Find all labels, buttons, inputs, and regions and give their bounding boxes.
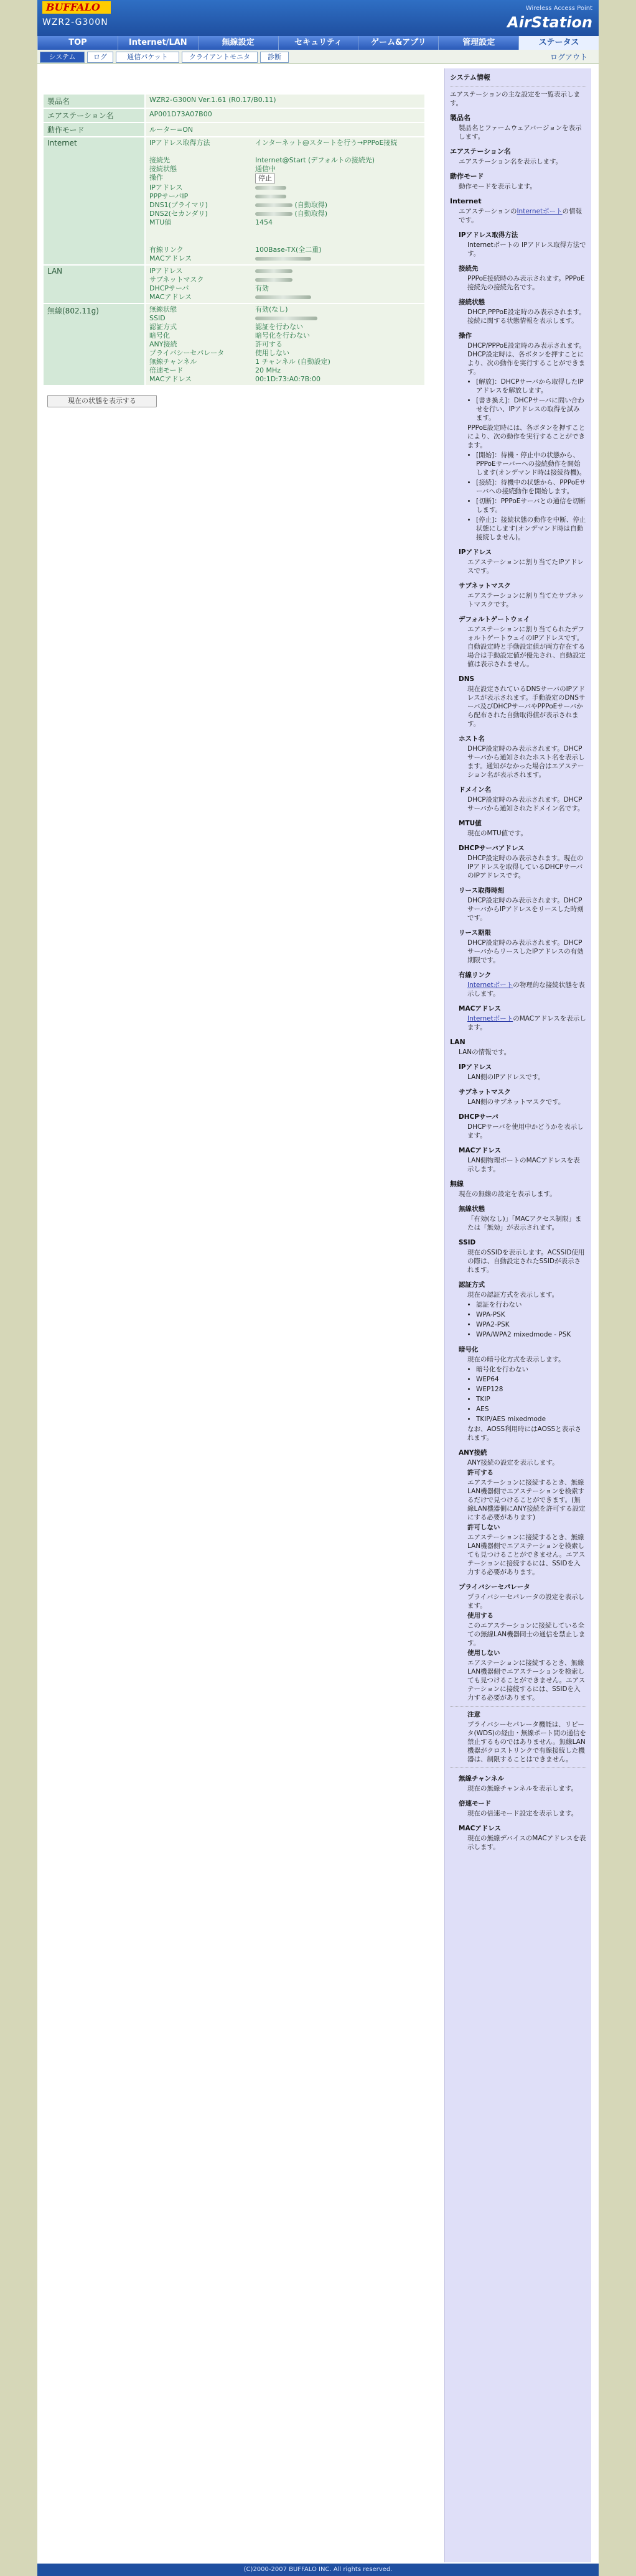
internet-value xyxy=(255,183,286,192)
wireless-value: 有効(なし) xyxy=(255,305,288,313)
lan-value xyxy=(255,267,292,276)
wireless-value: 暗号化を行わない xyxy=(255,331,310,340)
help-text: Internetポートの物理的な接続状態を表示します。 xyxy=(467,981,585,998)
help-subheading: MACアドレス xyxy=(459,1825,501,1832)
internet-value: Internet@Start (デフォルトの接続先) xyxy=(255,156,375,164)
wireless-key: MACアドレス xyxy=(149,375,192,383)
row-mode xyxy=(43,123,425,137)
list-item: • [接続]：待機中の状態から、PPPoEサーバへの接続動作を開始します。 xyxy=(476,478,586,496)
help-text: DHCP設定時のみ表示されます。DHCPサーバから通知されたドメイン名です。 xyxy=(467,796,584,812)
list-item: • TKIP xyxy=(476,1395,586,1404)
wireless-key: 無線状態 xyxy=(149,305,177,313)
list-item: • 認証を行わない xyxy=(476,1300,586,1309)
help-text: DHCP/PPPoE設定時のみ表示されます。DHCP設定時は、各ボタンを押すことにより、次の動作を実行することができます。 xyxy=(467,342,586,376)
list-item: • WPA-PSK xyxy=(476,1310,586,1319)
help-text: InternetポートのMACアドレスを表示します。 xyxy=(467,1015,586,1031)
internet-value: インターネット@スタートを行う→PPPoE接続 xyxy=(255,139,398,147)
list-item: • TKIP/AES mixedmode xyxy=(476,1415,586,1424)
help-heading: 無線 xyxy=(450,1180,464,1188)
help-title: システム情報 xyxy=(450,73,490,81)
help-subheading: 使用する xyxy=(467,1612,493,1619)
wireless-value: 00:1D:73:A0:7B:00 xyxy=(255,375,321,383)
list-item: • [書き換え]：DHCPサーバに問い合わせを行い、IPアドレスの取得を試みます。 xyxy=(476,396,586,422)
sub-tabs xyxy=(37,50,599,64)
help-heading: LAN xyxy=(450,1038,465,1046)
internet-key xyxy=(149,147,255,156)
internet-details xyxy=(145,137,425,265)
lan-key: サブネットマスク xyxy=(149,276,204,284)
help-text: Internetポートの IPアドレス取得方法です。 xyxy=(467,241,586,257)
value-mode: ルーター=ON xyxy=(145,123,425,137)
help-heading: 動作モード xyxy=(450,172,484,180)
help-text: LAN側のサブネットマスクです。 xyxy=(467,1098,565,1106)
help-text: 現在の認証方式を表示します。 xyxy=(467,1291,559,1299)
lan-value xyxy=(255,293,311,302)
internet-value: 通信中 xyxy=(255,165,276,173)
row-wireless xyxy=(43,303,425,386)
internet-key: PPPサーバIP xyxy=(149,192,189,200)
help-subheading: プライバシーセパレータ xyxy=(459,1583,530,1591)
help-text: ANY接続の設定を表示します。 xyxy=(467,1459,559,1466)
tab-admin[interactable]: 管理設定 xyxy=(438,36,518,50)
help-subheading: IPアドレス取得方法 xyxy=(459,231,518,239)
internet-key: 操作 xyxy=(149,174,163,182)
internet-key: 接続先 xyxy=(149,156,170,164)
help-text: 「有効(なし)」「MACアクセス制限」または「無効」が表示されます。 xyxy=(467,1215,582,1231)
help-text: LANの情報です。 xyxy=(459,1049,511,1056)
dhcp-ops-list xyxy=(450,378,586,422)
lan-key: DHCPサーバ xyxy=(149,284,189,292)
lan-value: 有効 xyxy=(255,284,269,292)
help-subheading: DHCPサーバアドレス xyxy=(459,845,525,852)
help-text: DHCPサーバを使用中かどうかを表示します。 xyxy=(467,1123,584,1139)
help-subheading: MACアドレス xyxy=(459,1147,501,1154)
help-subheading: MTU値 xyxy=(459,820,482,827)
help-subheading: 無線チャンネル xyxy=(459,1775,504,1782)
subtab-log[interactable]: ログ xyxy=(87,52,113,63)
help-subheading: 暗号化 xyxy=(459,1346,479,1353)
help-subheading: 許可する xyxy=(467,1469,493,1476)
main-tabs xyxy=(37,36,599,50)
help-heading: Internet xyxy=(450,197,482,205)
help-text: エアステーションのInternetポートの情報です。 xyxy=(459,208,582,224)
internet-value xyxy=(255,192,286,201)
tab-status[interactable]: ステータス xyxy=(518,36,599,50)
tab-game-apps[interactable]: ゲーム&アプリ xyxy=(358,36,438,50)
subtab-client-monitor[interactable]: クライアントモニタ xyxy=(182,52,258,63)
lan-details xyxy=(145,265,425,303)
internet-key: DNS2(セカンダリ) xyxy=(149,210,208,218)
lan-key: IPアドレス xyxy=(149,267,183,275)
product-line: Wireless Access Point xyxy=(525,5,592,12)
product-name: AirStation xyxy=(507,14,592,31)
help-subheading: 接続状態 xyxy=(459,299,485,306)
internet-key: DNS1(プライマリ) xyxy=(149,201,208,209)
model-name: WZR2-G300N xyxy=(42,17,108,27)
help-text: 現在の無線チャンネルを表示します。 xyxy=(467,1785,578,1792)
help-subheading: 認証方式 xyxy=(459,1281,485,1289)
help-subheading: DHCPサーバ xyxy=(459,1113,498,1121)
copyright-footer: (C)2000-2007 BUFFALO INC. All rights reserved. xyxy=(37,2564,599,2576)
help-subheading: 操作 xyxy=(459,332,472,340)
help-text: エアステーションに接続するとき、無線LAN機器側でエアステーションを検索するだけで見つけることができます。(無線LAN機器側にANY接続を許可する設定にする必要があります) xyxy=(467,1479,586,1521)
help-text: 製品名とファームウェアバージョンを表示します。 xyxy=(459,124,582,141)
help-subheading: 倍速モード xyxy=(459,1800,492,1807)
internet-port-link[interactable]: Internetポート xyxy=(467,1015,513,1022)
help-subheading: IPアドレス xyxy=(459,549,492,556)
internet-key: 接続状態 xyxy=(149,165,177,173)
internet-key: MACアドレス xyxy=(149,254,192,262)
row-internet xyxy=(43,137,425,265)
wireless-value xyxy=(255,314,317,323)
label-internet: Internet xyxy=(43,137,145,265)
help-text: 現在のMTU値です。 xyxy=(467,830,527,837)
internet-key: IPアドレス取得方法 xyxy=(149,139,210,147)
lan-key: MACアドレス xyxy=(149,293,192,301)
help-note-text: プライバシーセパレータ機能は、リピータ(WDS)の経由・無線ポート間の通信を禁止するものではありません。無線LAN機器がクロストリンクで有線接続した機器は、制限することはできません。 xyxy=(467,1721,586,1763)
help-text: DHCP設定時のみ表示されます。DHCPサーバから通知されたホスト名を表示します。通知がなかった場合はエアステーション名が表示されます。 xyxy=(467,745,585,779)
help-subheading: デフォルトゲートウェイ xyxy=(459,616,530,623)
list-item: • [解放]：DHCPサーバから取得したIPアドレスを解放します。 xyxy=(476,378,586,395)
help-text: DHCP設定時のみ表示されます。DHCPサーバからリースしたIPアドレスの有効期限です。 xyxy=(467,939,584,964)
help-subheading: リース期限 xyxy=(459,929,491,937)
enc-list xyxy=(450,1365,586,1424)
internet-key: IPアドレス xyxy=(149,183,183,192)
stop-button[interactable]: 停止 xyxy=(255,174,275,183)
help-subheading: サブネットマスク xyxy=(459,582,511,590)
help-subheading: ホスト名 xyxy=(459,735,485,743)
list-item: • WPA2-PSK xyxy=(476,1320,586,1329)
help-text: なお、AOSS利用時にはAOSSと表示されます。 xyxy=(467,1425,582,1442)
list-item: • [停止]：接続状態の動作を中断、停止状態にします(オンデマンド時は自動接続しません)。 xyxy=(476,516,586,542)
wireless-value: 20 MHz xyxy=(255,366,281,374)
internet-port-link[interactable]: Internetポート xyxy=(517,208,563,215)
help-text: エアステーション名を表示します。 xyxy=(459,158,563,165)
help-heading: エアステーション名 xyxy=(450,147,511,155)
help-subheading: サブネットマスク xyxy=(459,1088,511,1096)
label-mode: 動作モード xyxy=(43,123,145,137)
subtab-packets[interactable]: 通信パケット xyxy=(116,52,179,63)
help-text: 現在の倍速モード設定を表示します。 xyxy=(467,1810,578,1817)
internet-value: (自動取得) xyxy=(255,201,327,210)
wireless-details xyxy=(145,303,425,386)
help-panel xyxy=(444,68,591,2562)
header xyxy=(37,0,599,36)
help-text: エアステーションに接続するとき、無線LAN機器側でエアステーションを検索しても見つけることができません。エアステーションに接続するには、SSIDを入力する必要があります。 xyxy=(467,1534,586,1576)
internet-port-link[interactable]: Internetポート xyxy=(467,981,513,989)
row-product xyxy=(43,94,425,108)
help-heading: 製品名 xyxy=(450,114,470,122)
tab-security[interactable]: セキュリティ xyxy=(278,36,358,50)
row-lan xyxy=(43,265,425,303)
help-text: エアステーションに割り当てたIPアドレスです。 xyxy=(467,558,584,575)
auth-list xyxy=(450,1300,586,1339)
help-subheading: リース取得時刻 xyxy=(459,887,504,894)
wireless-key: 倍速モード xyxy=(149,366,184,374)
help-text: PPPoE接続時のみ表示されます。PPPoE接続先の接続先名です。 xyxy=(467,275,585,291)
help-subheading: MACアドレス xyxy=(459,1005,501,1012)
wireless-value: 認証を行わない xyxy=(255,323,303,331)
wireless-key: プライバシーセパレータ xyxy=(149,349,225,357)
help-text: 現在の暗号化方式を表示します。 xyxy=(467,1356,565,1363)
internet-key: 有線リンク xyxy=(149,246,184,254)
help-text: 動作モードを表示します。 xyxy=(459,183,536,190)
internet-value: 1454 xyxy=(255,218,273,226)
label-airstation: エアステーション名 xyxy=(43,108,145,123)
wireless-key: 無線チャンネル xyxy=(149,358,197,366)
help-text: 現在設定されているDNSサーバのIPアドレスが表示されます。手動設定のDNSサーバ及びDHCPサーバやPPPoEサーバから配布された自動取得値が表示されます。 xyxy=(467,685,586,728)
internet-value: (自動取得) xyxy=(255,210,327,218)
help-text: エアステーションに割り当てたサブネットマスクです。 xyxy=(467,592,584,608)
refresh-status-button[interactable]: 現在の状態を表示する xyxy=(47,395,157,407)
wireless-key: SSID xyxy=(149,314,166,322)
list-item: • WPA/WPA2 mixedmode - PSK xyxy=(476,1330,586,1339)
tab-wireless[interactable]: 無線設定 xyxy=(198,36,278,50)
help-text: LAN側物理ポートのMACアドレスを表示します。 xyxy=(467,1157,580,1173)
internet-key: MTU値 xyxy=(149,218,172,226)
list-item: • AES xyxy=(476,1405,586,1414)
value-airstation: AP001D73A07B00 xyxy=(145,108,425,123)
help-subheading: 接続先 xyxy=(459,265,479,272)
list-item: • [開始]：待機・停止中の状態から、PPPoEサーバーへの接続動作を開始します(オンデマンド時は接続待機)。 xyxy=(476,451,586,477)
help-subheading: 許可しない xyxy=(467,1524,500,1531)
help-text: 現在の無線デバイスのMACアドレスを表示します。 xyxy=(467,1835,586,1851)
brand-logo: BUFFALO xyxy=(42,1,111,14)
help-note-title: 注意 xyxy=(467,1711,480,1718)
wireless-key: 認証方式 xyxy=(149,323,177,331)
lan-value xyxy=(255,276,292,284)
help-text: エアステーションに割り当てられたデフォルトゲートウェイのIPアドレスです。自動設定時と手動設定値が両方存在する場合は手動設定値が優先され、自動設定値は表示されません。 xyxy=(467,626,586,668)
help-text: PPPoE設定時には、各ボタンを押すことにより、次の動作を実行することができます。 xyxy=(467,424,586,449)
internet-value: 100Base-TX(全二重) xyxy=(255,246,322,254)
tab-top[interactable]: TOP xyxy=(37,36,118,50)
list-item: • 暗号化を行わない xyxy=(476,1365,586,1374)
label-lan: LAN xyxy=(43,265,145,303)
help-text: DHCP設定時のみ表示されます。現在のIPアドレスを取得しているDHCPサーバのIPアドレスです。 xyxy=(467,855,584,879)
help-text: エアステーションに接続するとき、無線LAN機器側でエアステーションを検索しても見つけることができません。エアステーションに接続するには、SSIDを入力する必要があります。 xyxy=(467,1659,586,1702)
help-subheading: 有線リンク xyxy=(459,971,492,979)
page-frame xyxy=(37,0,599,2576)
help-text: 現在の無線の設定を表示します。 xyxy=(459,1190,556,1198)
help-text: DHCP,PPPoE設定時のみ表示されます。接続に関する状態情報を表示します。 xyxy=(467,308,586,325)
wireless-key: ANY接続 xyxy=(149,340,177,348)
list-item: • WEP128 xyxy=(476,1385,586,1394)
help-subheading: DNS xyxy=(459,675,475,683)
help-text: 現在のSSIDを表示します。ACSSID使用の際は、自動設定されたSSIDが表示されます。 xyxy=(467,1249,585,1274)
wireless-key: 暗号化 xyxy=(149,331,170,340)
help-subheading: ドメイン名 xyxy=(459,786,492,794)
logout-link[interactable]: ログアウト xyxy=(549,53,587,62)
help-text: LAN側のIPアドレスです。 xyxy=(467,1073,545,1081)
help-subheading: 無線状態 xyxy=(459,1205,485,1213)
help-subheading: SSID xyxy=(459,1239,476,1246)
help-intro: エアステーションの主な設定を一覧表示します。 xyxy=(450,91,580,107)
label-wireless: 無線(802.11g) xyxy=(43,303,145,386)
wireless-value: 使用しない xyxy=(255,349,289,357)
pppoe-ops-list xyxy=(450,451,586,542)
help-text: プライバシーセパレータの設定を表示します。 xyxy=(467,1593,585,1610)
help-subheading: 使用しない xyxy=(467,1649,500,1657)
internet-value xyxy=(255,254,311,263)
list-item: • [切断]：PPPoEサーバとの通信を切断します。 xyxy=(476,497,586,514)
tab-internet-lan[interactable]: Internet/LAN xyxy=(118,36,198,50)
help-text: DHCP設定時のみ表示されます。DHCPサーバからIPアドレスをリースした時刻です。 xyxy=(467,897,584,922)
status-table xyxy=(42,93,426,386)
help-text: このエアステーションに接続している全ての無線LAN機器同士の通信を禁止します。 xyxy=(467,1622,586,1647)
subtab-diagnostics[interactable]: 診断 xyxy=(260,52,289,63)
wireless-value: 許可する xyxy=(255,340,283,348)
value-product: WZR2-G300N Ver.1.61 (R0.17/B0.11) xyxy=(145,94,425,108)
help-subheading: ANY接続 xyxy=(459,1449,487,1457)
wireless-value: 1 チャンネル (自動設定) xyxy=(255,358,330,366)
status-panel xyxy=(42,68,426,407)
list-item: • WEP64 xyxy=(476,1375,586,1384)
label-product: 製品名 xyxy=(43,94,145,108)
internet-key xyxy=(149,227,255,246)
help-subheading: IPアドレス xyxy=(459,1063,492,1071)
row-airstation xyxy=(43,108,425,123)
subtab-system[interactable]: システム xyxy=(40,52,85,63)
